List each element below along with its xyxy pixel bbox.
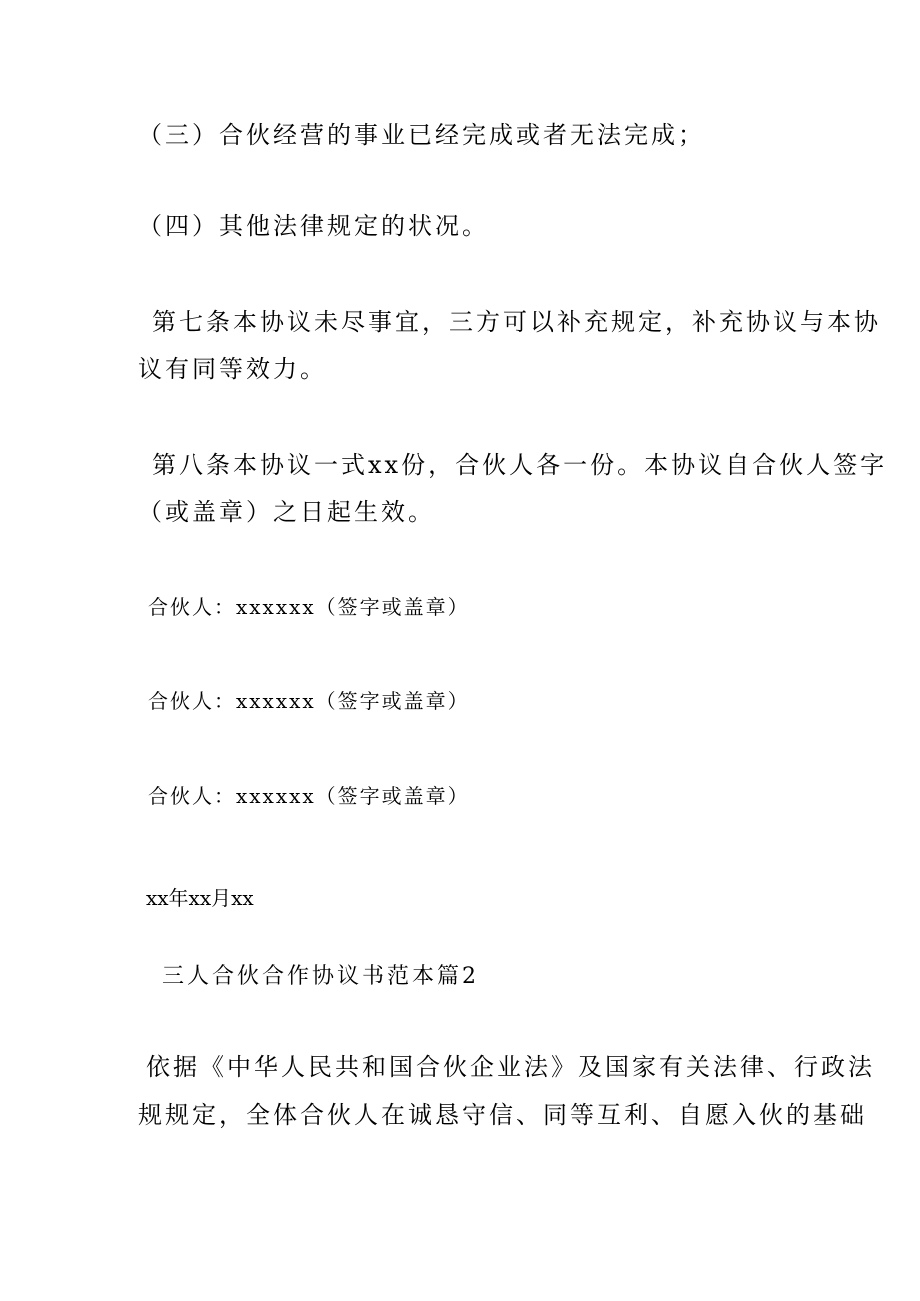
article-eight-line-two: （或盖章）之日起生效。 bbox=[138, 498, 435, 526]
article-seven-line-two: 议有同等效力。 bbox=[138, 355, 327, 383]
article-eight-line-one: 第八条本协议一式xx份，合伙人各一份。本协议自合伙人签字 bbox=[152, 451, 888, 479]
clause-item-three: （三）合伙经营的事业已经完成或者无法完成； bbox=[138, 121, 705, 149]
partner-signature-line-three: 合伙人：xxxxxx（签字或盖章） bbox=[148, 784, 470, 808]
section-title: 三人合伙合作协议书范本篇2 bbox=[162, 964, 479, 989]
intro-paragraph-line-two: 规规定，全体合伙人在诚恳守信、同等互利、自愿入伙的基础 bbox=[138, 1101, 867, 1129]
clause-item-four: （四）其他法律规定的状况。 bbox=[138, 212, 489, 240]
partner-signature-line-one: 合伙人：xxxxxx（签字或盖章） bbox=[148, 595, 470, 619]
signing-date: xx年xx月xx bbox=[146, 886, 254, 910]
article-seven-line-one: 第七条本协议未尽事宜，三方可以补充规定，补充协议与本协 bbox=[152, 308, 881, 336]
partner-signature-line-two: 合伙人：xxxxxx（签字或盖章） bbox=[148, 689, 470, 713]
intro-paragraph-line-one: 依据《中华人民共和国合伙企业法》及国家有关法律、行政法 bbox=[146, 1053, 875, 1081]
